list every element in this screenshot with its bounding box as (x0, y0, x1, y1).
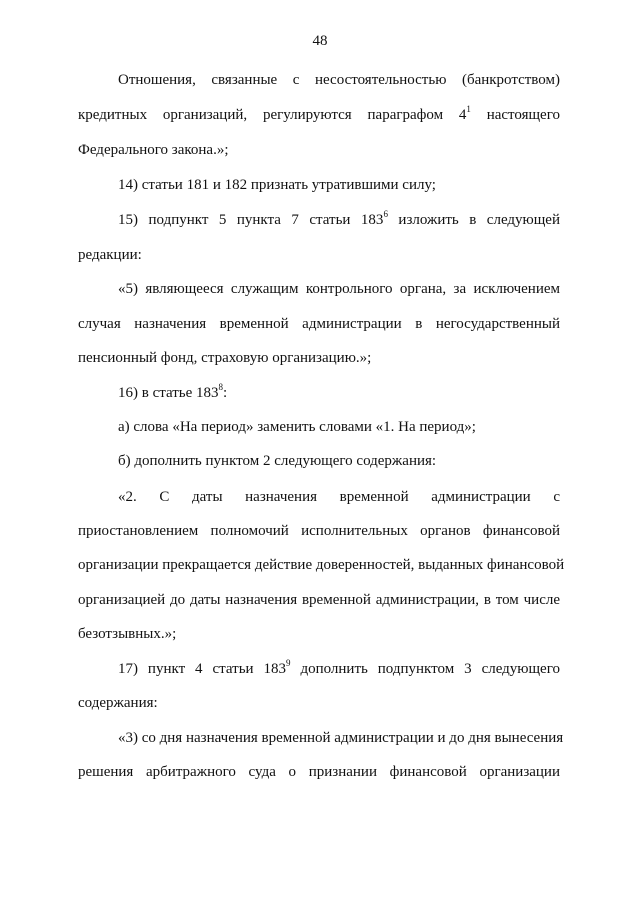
text-line-14: приостановлением полномочий исполнительных органов финансовой (78, 523, 560, 539)
text-line-17: безотзывных.»; (78, 626, 177, 642)
text-line-12: б) дополнить пунктом 2 следующего содержания: (118, 453, 437, 469)
text-line-2: кредитных организаций, регулируются параграфом $4^1$ настоящего (78, 104, 560, 123)
text-line-5: 15) подпункт 5 пункта 7 статьи $183^6$ изложить в следующей (118, 209, 560, 228)
page-number: 48 (312, 33, 328, 49)
text-line-8: случая назначения временной администрации в негосударственный (78, 316, 560, 332)
text-line-18: 17) пункт 4 статьи $183^9$ дополнить подпунктом 3 следующего (118, 658, 560, 677)
text-line-21: решения арбитражного суда о признании финансовой организации (78, 764, 560, 780)
text-line-13: «2. С даты назначения временной администрации с (118, 489, 560, 505)
text-line-6: редакции: (78, 247, 142, 263)
text-line-4: 14) статьи 181 и 182 признать утратившими силу; (118, 177, 436, 193)
superscript: 6 (383, 209, 388, 219)
text-line-11: а) слова «На период» заменить словами «1. На период»; (118, 419, 476, 435)
text-line-19: содержания: (78, 695, 158, 711)
text-line-9: пенсионный фонд, страховую организацию.»; (78, 350, 372, 366)
superscript: 1 (466, 104, 471, 114)
text-line-10: 16) в статье $183^8$: (118, 382, 228, 401)
text-line-15: организации прекращается действие доверенностей, выданных финансовой (78, 557, 565, 573)
text-line-7: «5) являющееся служащим контрольного органа, за исключением (118, 281, 560, 297)
text-line-16: организацией до даты назначения временной администрации, в том числе (78, 592, 560, 608)
text-line-1: Отношения, связанные с несостоятельностью (банкротством) (118, 72, 560, 88)
superscript: 8 (218, 382, 224, 392)
superscript: 9 (286, 658, 291, 668)
text-line-20: «3) со дня назначения временной администрации и до дня вынесения (118, 730, 564, 746)
text-line-3: Федерального закона.»; (78, 142, 229, 158)
